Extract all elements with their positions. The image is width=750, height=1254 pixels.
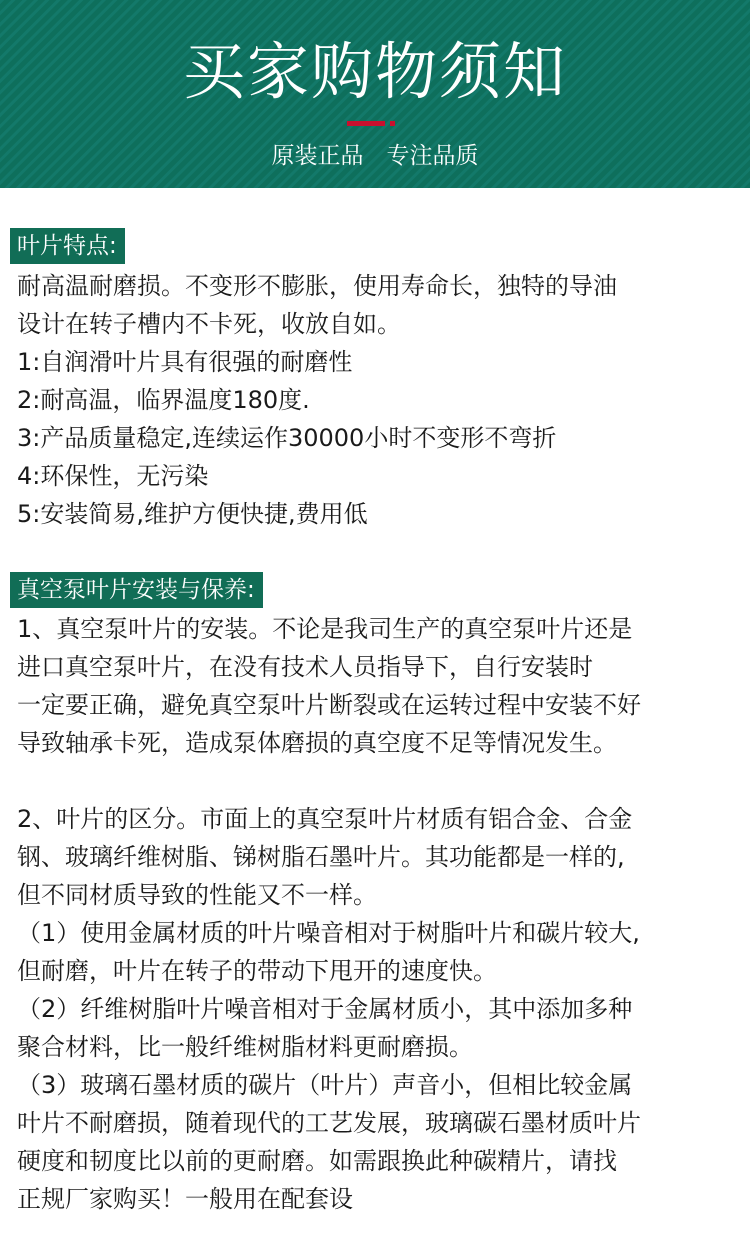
text-line: 但不同材质导致的性能又不一样。 bbox=[17, 881, 377, 909]
text-line: 设计在转子槽内不卡死，收放自如。 bbox=[17, 310, 401, 338]
text-line: 进口真空泵叶片，在没有技术人员指导下，自行安装时 bbox=[17, 653, 593, 681]
text-line: 硬度和韧度比以前的更耐磨。如需跟换此种碳精片，请找 bbox=[17, 1147, 617, 1175]
text-line: 5:安装简易,维护方便快捷,费用低 bbox=[17, 500, 368, 528]
text-line: 耐高温耐磨损。不变形不膨胀，使用寿命长，独特的导油 bbox=[17, 272, 617, 300]
section-label-installation-maintenance: 真空泵叶片安装与保养: bbox=[10, 572, 263, 608]
header-banner bbox=[0, 0, 750, 188]
text-line: 正规厂家购买！一般用在配套设 bbox=[17, 1185, 353, 1213]
text-line: （1）使用金属材质的叶片噪音相对于树脂叶片和碳片较大, bbox=[17, 919, 640, 947]
text-line: 但耐磨，叶片在转子的带动下甩开的速度快。 bbox=[17, 957, 497, 985]
section-label-blade-features: 叶片特点: bbox=[10, 228, 125, 264]
text-line: 2:耐高温，临界温度180度. bbox=[17, 386, 310, 414]
text-line: 导致轴承卡死，造成泵体磨损的真空度不足等情况发生。 bbox=[17, 729, 617, 757]
page-title: 买家购物须知 bbox=[182, 35, 567, 108]
text-line: 叶片不耐磨损，随着现代的工艺发展，玻璃碳石墨材质叶片 bbox=[17, 1109, 641, 1137]
text-line: 2、叶片的区分。市面上的真空泵叶片材质有铝合金、合金 bbox=[17, 805, 633, 833]
text-line: 聚合材料，比一般纤维树脂材料更耐磨损。 bbox=[17, 1033, 473, 1061]
text-line: 1、真空泵叶片的安装。不论是我司生产的真空泵叶片还是 bbox=[17, 615, 633, 643]
text-line: （3）玻璃石墨材质的碳片（叶片）声音小，但相比较金属 bbox=[17, 1071, 633, 1099]
title-divider bbox=[347, 121, 393, 126]
text-line: 一定要正确，避免真空泵叶片断裂或在运转过程中安装不好 bbox=[17, 691, 641, 719]
text-line: 4:环保性，无污染 bbox=[17, 462, 209, 490]
text-line: 3:产品质量稳定,连续运作30000小时不变形不弯折 bbox=[17, 424, 557, 452]
divider-dot bbox=[390, 121, 395, 126]
text-line: 1:自润滑叶片具有很强的耐磨性 bbox=[17, 348, 353, 376]
divider-bar bbox=[347, 121, 385, 126]
text-line: 钢、玻璃纤维树脂、锑树脂石墨叶片。其功能都是一样的, bbox=[17, 843, 625, 871]
page-subtitle: 原装正品 专注品质 bbox=[271, 143, 479, 169]
text-line: （2）纤维树脂叶片噪音相对于金属材质小，其中添加多种 bbox=[17, 995, 633, 1023]
